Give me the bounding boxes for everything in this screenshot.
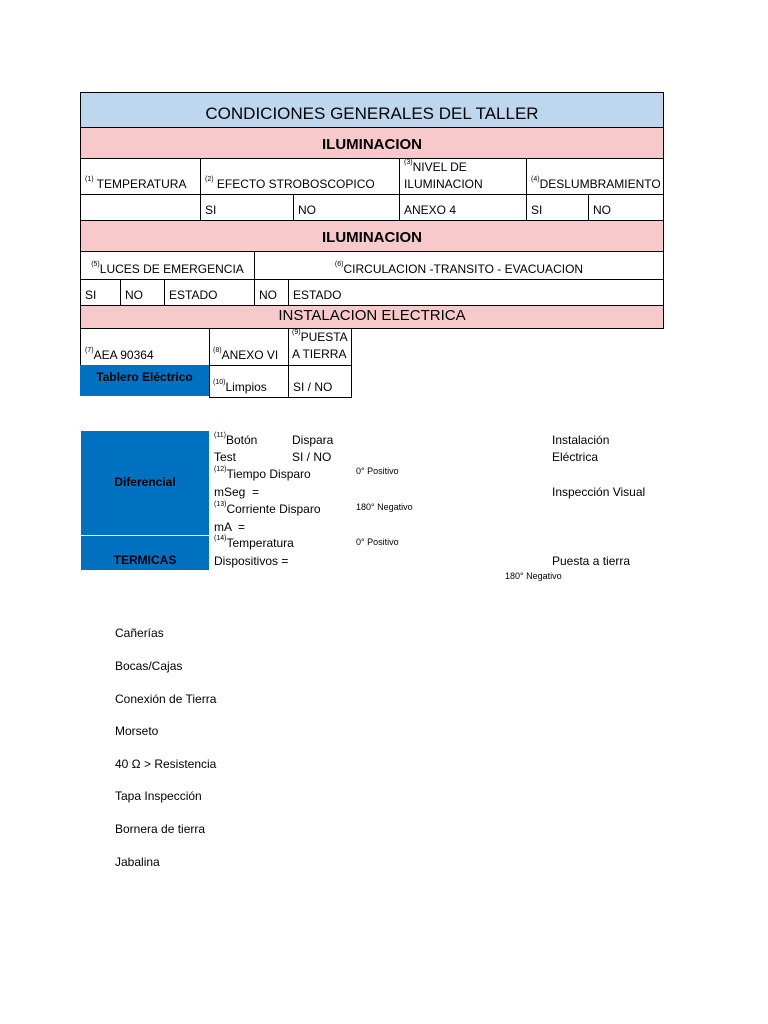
list-item: Conexión de Tierra bbox=[115, 692, 217, 706]
ma-label: mA = bbox=[214, 520, 246, 534]
negativo-2: 180° Negativo bbox=[505, 571, 562, 581]
negativo-1: 180° Negativo bbox=[356, 502, 413, 512]
si-no-label: SI / NO bbox=[292, 450, 332, 464]
diferencial-label: Diferencial bbox=[81, 431, 209, 535]
puesta-a-tierra-label: Puesta a tierra bbox=[552, 554, 631, 568]
col-luces-emergencia: $^{(5)}$LUCES DE EMERGENCIA bbox=[80, 251, 255, 280]
page-title: CONDICIONES GENERALES DEL TALLER bbox=[80, 92, 664, 128]
col-circulacion: $^{(6)}$CIRCULACION -TRANSITO - EVACUACION bbox=[254, 251, 664, 280]
section-header-iluminacion-1: ILUMINACION bbox=[80, 127, 664, 159]
col-efecto-stroboscopico: $^{(2)}$ EFECTO STROBOSCOPICO bbox=[200, 158, 400, 195]
test-label: Test bbox=[214, 450, 237, 464]
list-item: Bornera de tierra bbox=[115, 822, 206, 836]
cell-no: NO bbox=[293, 194, 400, 221]
section-header-instalacion-electrica: INSTALACION ELECTRICA bbox=[80, 305, 664, 329]
dispositivos-label: Dispositivos = bbox=[214, 554, 289, 568]
cell-no-2: NO bbox=[588, 194, 664, 221]
tablero-electrico-label: Tablero Eléctrico bbox=[80, 365, 209, 396]
corriente-disparo-label: $^{(13)}$Corriente Disparo bbox=[214, 501, 321, 516]
list-item: Jabalina bbox=[115, 855, 160, 869]
termicas-label: TERMICAS bbox=[81, 536, 209, 570]
cell-si-no: SI / NO bbox=[288, 365, 352, 398]
cell-anexo-4: ANEXO 4 bbox=[399, 194, 527, 221]
cell-puesta-a-tierra: $^{(9)}$PUESTA A TIERRA bbox=[288, 328, 352, 366]
positivo-2: 0° Positivo bbox=[356, 537, 399, 547]
list-item: 40 Ω > Resistencia bbox=[115, 757, 217, 771]
dispara-label: Dispara bbox=[292, 433, 334, 447]
list-item: Cañerías bbox=[115, 626, 164, 640]
cell-estado: ESTADO bbox=[164, 279, 255, 306]
cell-si-3: SI bbox=[80, 279, 121, 306]
col-nivel-iluminacion: $^{(3)}$NIVEL DE ILUMINACION bbox=[399, 158, 527, 195]
list-item: Morseto bbox=[115, 724, 159, 738]
list-item: Bocas/Cajas bbox=[115, 659, 183, 673]
cell-limpios: $^{(10)}$Limpios bbox=[209, 365, 289, 398]
section-header-iluminacion-2: ILUMINACION bbox=[80, 220, 664, 252]
positivo-1: 0° Positivo bbox=[356, 466, 399, 476]
cell-no-3: NO bbox=[120, 279, 165, 306]
instalacion-label: Instalación bbox=[552, 433, 610, 447]
cell-si: SI bbox=[200, 194, 294, 221]
inspeccion-visual-label: Inspección Visual bbox=[552, 485, 646, 499]
cell-estado-2: ESTADO bbox=[288, 279, 664, 306]
cell-anexo-vi: $^{(8)}$ANEXO VI bbox=[209, 328, 289, 366]
tiempo-disparo-label: $^{(12)}$Tiempo Disparo bbox=[214, 466, 311, 481]
cell-no-4: NO bbox=[254, 279, 289, 306]
col-temperatura: $^{(1)}$ TEMPERATURA bbox=[80, 158, 201, 195]
list-item: Tapa Inspección bbox=[115, 789, 202, 803]
electrica-label: Eléctrica bbox=[552, 450, 599, 464]
cell-aea-90364: $^{(7)}$AEA 90364 bbox=[80, 328, 210, 366]
mseg-label: mSeg = bbox=[214, 485, 260, 499]
cell-empty bbox=[80, 194, 201, 221]
cell-si-2: SI bbox=[526, 194, 589, 221]
boton-label: $^{(11)}$Botón bbox=[214, 432, 258, 447]
temperatura-label: $^{(14)}$Temperatura bbox=[214, 535, 294, 550]
col-deslumbramiento: $^{(4)}$DESLUMBRAMIENTO bbox=[526, 158, 664, 195]
